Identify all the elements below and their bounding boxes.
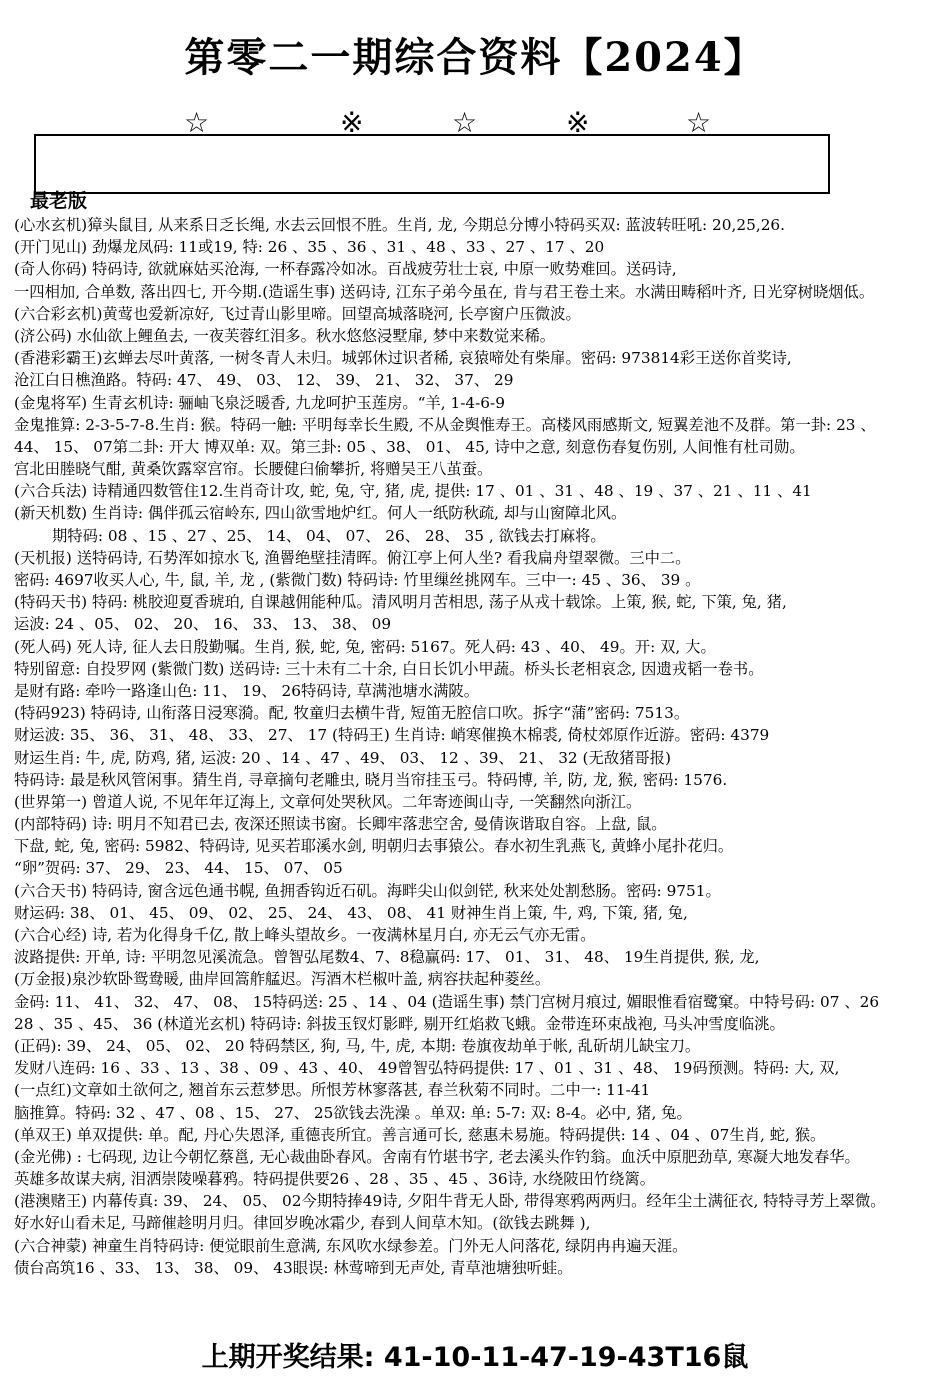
text-line: (六合神蒙) 神童生肖特码诗: 便觉眼前生意满, 东风吹水绿参差。门外无人问落花, 绿阴冉冉遍天涯。 bbox=[14, 1236, 688, 1255]
text-line: (内部特码) 诗: 明月不知君已去, 夜深还照读书窗。长卿牢落悲空舍, 曼倩诙谐取自容。上盘, 鼠。 bbox=[14, 815, 667, 834]
text-line: 特码诗: 最是秋风管闲事。猜生肖, 寻章摘句老雕虫, 晓月当帘挂玉弓。特码博, 羊, 防, 龙, 猴, 密码: 1576. bbox=[14, 770, 728, 789]
text-line: (一点红)文章如土欲何之, 翘首东云惹梦思。所恨芳林寥落甚, 春兰秋菊不同时。二中一: 11-41 bbox=[14, 1081, 651, 1100]
text-line: (特码天书) 特码: 桃胶迎夏香琥珀, 自课越佣能种瓜。清风明月苦相思, 荡子从戎十载馀。上策, 猴, 蛇, 下策, 兔, 猪, bbox=[14, 593, 787, 612]
text-line: 债台高筑16 、33、 13、 38、 09、 43眼误: 林莺啼到无声处, 青草池塘独听蛙。 bbox=[14, 1258, 573, 1277]
text-line: (开门见山) 劲爆龙凤码: 11或19, 特: 26 、35 、36 、31 、48 、33 、27 、17 、20 bbox=[14, 238, 605, 257]
text-line: 沧江白日樵渔路。特码: 47、 49、 03、 12、 39、 21、 32、 37、 29 bbox=[14, 371, 514, 390]
text-line: (六合兵法) 诗精通四数管住12.生肖奇计攻, 蛇, 兔, 守, 猪, 虎, 提供: 17 、01 、31 、48 、19 、37 、21 、11 、41 bbox=[14, 482, 812, 501]
text-line: (奇人你码) 特码诗, 欲就麻姑买沧海, 一杯春露冷如冰。百战疲劳壮士哀, 中原一败势难回。送码诗, bbox=[14, 260, 677, 279]
text-line: 一四相加, 合单数, 落出四七, 开今期.(造谣生事) 送码诗, 江东子弟今虽在, 肯与君王卷土来。水满田畴稻叶齐, 日光穿树晓烟低。 bbox=[14, 282, 875, 301]
text-line: “卵”贺码: 37、 29、 23、 44、 15、 07、 05 bbox=[14, 859, 343, 878]
text-line: (金鬼将军) 生青玄机诗: 骊岫飞泉泛暖香, 九龙呵护玉莲房。“羊, 1-4-6-9 bbox=[14, 393, 505, 412]
star-icon: ☆ bbox=[686, 106, 712, 139]
text-line: (济公码) 水仙欲上鲤鱼去, 一夜芙蓉红泪多。秋水悠悠浸墅扉, 梦中来数觉来稀。 bbox=[14, 326, 556, 345]
text-line: 特别留意: 自投罗网 (紫微门数) 送码诗: 三十未有二十余, 白日长饥小甲蔬。桥头长老相哀念, 因遗戎韬一卷书。 bbox=[14, 659, 764, 678]
text-line: (六合心经) 诗, 若为化得身千亿, 散上峰头望故乡。一夜满林星月白, 亦无云气亦无雷。 bbox=[14, 926, 596, 944]
last-draw-result: 上期开奖结果: 41-10-11-47-19-43T16鼠 bbox=[201, 1342, 749, 1373]
text-line: 财运生肖: 牛, 虎, 防鸡, 猪, 运波: 20 、14 、47 、49、 03、 12 、39、 21、 32 (无敌猪哥报) bbox=[14, 748, 671, 767]
text-line: (六合天书) 特码诗, 窗含远色通书幌, 鱼拥香钩近石矶。海畔尖山似剑铓, 秋来处处割愁肠。密码: 9751。 bbox=[14, 881, 721, 900]
text-line: 财运码: 38、 01、 45、 09、 02、 25、 24、 43、 08、 41 财神生肖上策, 牛, 鸡, 下策, 猪, 兔, bbox=[14, 903, 688, 922]
page-title: 第零二一期综合资料【2024】 bbox=[184, 34, 766, 81]
text-line: (心水玄机)獐头鼠目, 从来系日乏长绳, 水去云回恨不胜。生肖, 龙, 今期总分博小特码买双: 蓝波转旺吼: 20,25,26. bbox=[14, 216, 786, 234]
text-line: (死人码) 死人诗, 征人去日殷勤嘱。生肖, 猴, 蛇, 兔, 密码: 5167。死人码: 43 、40、 49。开: 双, 大。 bbox=[14, 637, 716, 656]
text-line: 是财有路: 牵吟一路逢山色: 11、 19、 26特码诗, 草满池塘水满陂。 bbox=[14, 681, 480, 700]
text-line: (特码923) 特码诗, 山衔落日浸寒漪。配, 牧童归去横牛背, 短笛无腔信口吹。拆字“蒲”密码: 7513。 bbox=[14, 704, 690, 723]
text-line: (新天机数) 生肖诗: 偶伴孤云宿岭东, 四山欲雪地炉红。何人一纸防秋疏, 却与山窗障北风。 bbox=[14, 504, 627, 523]
text-line: (正码): 39、 24、 05、 02、 20 特码禁区, 狗, 马, 牛, 虎, 本期: 卷旗夜劫单于帐, 乱斫胡儿缺宝刀。 bbox=[14, 1036, 701, 1055]
text-line: (金光佛) : 七码现, 边让今朝忆蔡邕, 无心裁曲卧春风。舍南有竹堪书字, 老去溪头作钓翁。血沃中原肥劲草, 寒凝大地发春华。 bbox=[14, 1147, 860, 1166]
text-line: (六合彩玄机)黄莺也爱新凉好, 飞过青山影里啼。回望高城落晓河, 长亭窗户压微波。 bbox=[14, 304, 581, 323]
reference-mark-icon: ※ bbox=[340, 106, 364, 139]
text-line: 英雄多故谋夫病, 泪洒崇陵噪暮鸦。特码提供要26 、28 、35 、45 、36诗, 水绕陂田竹绕篱。 bbox=[14, 1170, 656, 1189]
text-line: 28 、35 、45、 36 (林道光玄机) 特码诗: 斜拔玉钗灯影畔, 剔开红焰救飞蛾。金带连环束战袍, 马头冲雪度临洮。 bbox=[14, 1014, 785, 1033]
text-line: 好水好山看未足, 马蹄催趁明月归。律回岁晚冰霜少, 春到人间草木知。(欲钱去跳舞 ), bbox=[14, 1214, 591, 1233]
content-lines bbox=[14, 214, 944, 1279]
text-line: 密码: 4697收买人心, 牛, 鼠, 羊, 龙 , (紫微门数) 特码诗: 竹里缫丝挑网车。三中一: 45 、36、 39 。 bbox=[14, 571, 701, 589]
text-line: 脑推算。特码: 32 、47 、08 、15、 27、 25欲钱去洗澡 。单双: 单: 5-7: 双: 8-4。必中, 猪, 兔。 bbox=[14, 1103, 692, 1122]
text-line: 44、 15、 07第二卦: 开大 博双单: 双。第三卦: 05 、38、 01、 45, 诗中之意, 刻意伤春复伤别, 人间惟有杜司勋。 bbox=[14, 437, 805, 456]
version-label: 最老版 bbox=[30, 190, 88, 212]
text-line: 宫北田塍晓气酣, 黄桑饮露窣宫帘。长腰健臼偷攀折, 将赠吴王八茧蚕。 bbox=[14, 460, 493, 479]
text-line: 运波: 24 、05、 02、 20、 16、 33、 13、 38、 09 bbox=[14, 615, 392, 634]
reference-mark-icon: ※ bbox=[566, 106, 590, 139]
text-line: (香港彩霸王)玄蝉去尽叶黄落, 一树冬青人未归。城郭休过识者稀, 哀猿啼处有柴扉。密码: 973814彩王送你首奖诗, bbox=[14, 349, 792, 368]
star-icon: ☆ bbox=[184, 106, 210, 139]
text-line: (世界第一) 曾道人说, 不见年年辽海上, 文章何处哭秋风。二年寄迹闽山寺, 一笑翻然向浙江。 bbox=[14, 792, 642, 811]
text-line: (单双王) 单双提供: 单。配, 丹心失恩泽, 重德丧所宜。善言通可长, 慈惠未易施。特码提供: 14 、04 、07生肖, 蛇, 猴。 bbox=[14, 1125, 826, 1144]
text-line: (万金报)泉沙软卧鸳鸯暖, 曲岸回篙舴艋迟。泻酒木栏椒叶盖, 病容扶起种菱丝。 bbox=[14, 970, 551, 989]
text-line: 金码: 11、 41、 32、 47、 08、 15特码送: 25 、14 、04 (造谣生事) 禁门宫树月痕过, 媚眼惟看宿鹭窠。中特号码: 07 、26 bbox=[14, 992, 880, 1011]
text-line: 发财八连码: 16 、33 、13 、38 、09 、43 、40、 49曾智弘特码提供: 17 、01 、31 、48、 19码预测。特码: 大, 双, bbox=[14, 1059, 840, 1078]
text-line: (港澳赌王) 内幕传真: 39、 24、 05、 02今期特捧49诗, 夕阳牛背无人卧, 带得寒鸦两两归。经年尘土满征衣, 特特寻芳上翠微。 bbox=[14, 1192, 886, 1211]
text-line: (天机报) 送特码诗, 石势浑如掠水飞, 渔罾绝壁挂清晖。俯江亭上何人坐? 看我扁舟望翠微。三中二。 bbox=[14, 548, 691, 567]
text-line: 期特码: 08 、15 、27 、25、 14、 04、 07、 26、 28、 35 , 欲钱去打麻将。 bbox=[52, 526, 606, 545]
blank-banner-box bbox=[34, 134, 830, 194]
text-line: 波路提供: 开单, 诗: 平明忽见溪流急。曾智弘尾数4、7、8稳赢码: 17、 01、 31、 48、 19生肖提供, 猴, 龙, bbox=[14, 948, 760, 967]
text-line: 下盘, 蛇, 兔, 密码: 5982、特码诗, 见买若耶溪水剑, 明朝归去事猿公。春水初生乳燕飞, 黄蜂小尾扑花归。 bbox=[14, 837, 734, 856]
text-line: 金鬼推算: 2-3-5-7-8.生肖: 猴。特码一触: 平明每幸长生殿, 不从金舆惟寿王。高楼风雨感斯文, 短翼差池不及群。第一卦: 23 、 bbox=[14, 415, 876, 434]
star-icon: ☆ bbox=[452, 106, 478, 139]
text-line: 财运波: 35、 36、 31、 48、 33、 27、 17 (特码王) 生肖诗: 峭寒催换木棉裘, 倚杖郊原作近游。密码: 4379 bbox=[14, 726, 770, 745]
